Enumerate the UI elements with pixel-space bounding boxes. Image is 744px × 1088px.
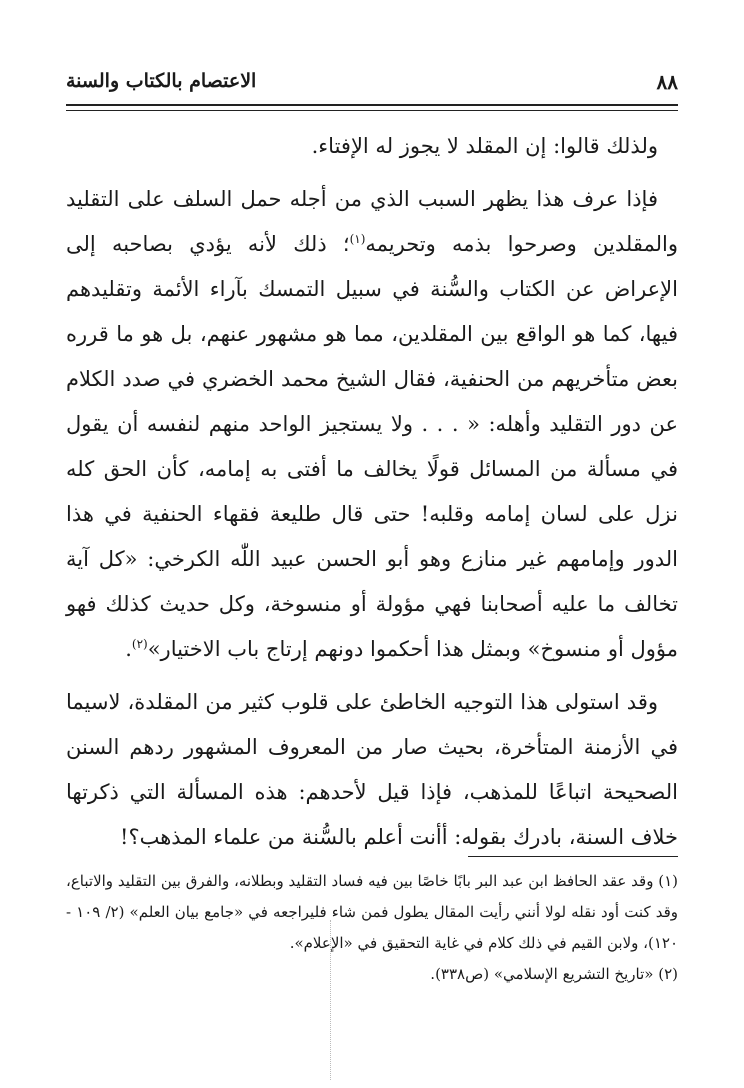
- paragraph-2: [66, 177, 678, 672]
- header-rule: [66, 104, 678, 111]
- footnote-separator: [468, 856, 678, 857]
- main-text: [66, 124, 678, 860]
- paragraph-2-text-b: ؛ ذلك لأنه يؤدي بصاحبه إلى الإعراض عن الكتاب والسُّنة في سبيل التمسك بآراء الأئمة وتقليدهم فيها، كما هو الواقع بين المقلدين، مما هو مشهور عنهم، بل هو ما قرره بعض متأخريهم من الحنفية، فقال الشيخ محمد الخضري في صدد الكلام عن دور التقليد وأهله: « . . . ولا يستجيز الواحد منهم لنفسه أن يقول في مسألة من المسائل قولًا يخالف ما أفتى به إمامه، كأن الحق كله نزل على لسان إمامه وقلبه! حتى قال طليعة فقهاء الحنفية في هذا الدور وإمامهم غير منازع وهو أبو الحسن عبيد اللّٰه الكرخي: «كل آية تخالف ما عليه أصحابنا فهي مؤولة أو منسوخة، وكل حديث كذلك فهو مؤول أو منسوخ» وبمثل هذا أحكموا دونهم إرتاج باب الاختيار»: [66, 232, 678, 661]
- footnote-2: (٢) «تاريخ التشريع الإسلامي» (ص٣٣٨).: [430, 965, 678, 983]
- paragraph-3: وقد استولى هذا التوجيه الخاطئ على قلوب كثير من المقلدة، لاسيما في الأزمنة المتأخرة، بحيث صار من المعروف المشهور ردهم السنن الصحيحة اتباعًا للمذهب، فإذا قيل لأحدهم: هذه المسألة التي ذكرتها خلاف السنة، بادرك بقوله: أأنت أعلم بالسُّنة من علماء المذهب؟!: [66, 690, 678, 849]
- footnote-ref-2: (٢): [131, 637, 148, 651]
- footnote-ref-1: (١): [349, 232, 366, 246]
- page-header: [66, 70, 678, 100]
- paragraph-2-text-a: فإذا عرف هذا يظهر السبب الذي من أجله حمل السلف على التقليد والمقلدين وصرحوا بذمه وتحريمه: [66, 187, 678, 256]
- footnote-1: (١) وقد عقد الحافظ ابن عبد البر بابًا خاصًا بين فيه فساد التقليد وبطلانه، والفرق بين التقليد والاتباع، وقد كنت أود نقله لولا أنني رأيت المقال يطول فمن شاء فليراجعه في «جامع بيان العلم» (٢/ ١٠٩ - ١٢٠)، ولابن القيم في ذلك كلام في غاية التحقيق في «الإعلام».: [66, 872, 678, 952]
- running-title: الاعتصام بالكتاب والسنة: [66, 70, 257, 92]
- paragraph-1: ولذلك قالوا: إن المقلد لا يجوز له الإفتاء.: [311, 134, 658, 158]
- page-gutter-line: [330, 920, 331, 1080]
- page-number: ٨٨: [656, 70, 678, 94]
- footnotes: [66, 866, 678, 990]
- paragraph-2-text-c: .: [125, 637, 132, 661]
